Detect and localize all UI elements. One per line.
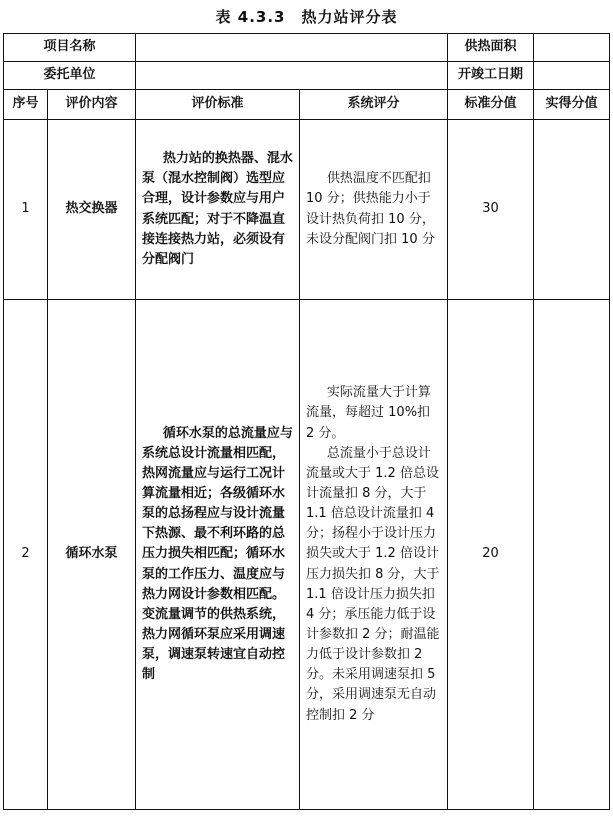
- row-number: 1: [4, 120, 48, 300]
- row-standard-text: 热力站的换热器、混水泵（混水控制阀）选型应合理，设计参数应与用户系统匹配；对于不降温直接连接热力站，必须设有分配阀门: [142, 151, 293, 267]
- heating-area-value: [534, 34, 610, 62]
- client-value: [136, 62, 448, 90]
- row-standard: [136, 120, 300, 300]
- column-header-standard-score: 标准分值: [448, 90, 534, 120]
- row-standard-score: 20: [448, 300, 534, 810]
- column-header-content: 评价内容: [48, 90, 136, 120]
- column-header-scoring: 系统评分: [300, 90, 448, 120]
- header-row-client: [4, 62, 610, 90]
- column-header-no: 序号: [4, 90, 48, 120]
- table-title: 表 4.3.3 热力站评分表: [215, 8, 398, 26]
- row-actual-score: [534, 300, 610, 810]
- row-content: 热交换器: [48, 120, 136, 300]
- row-content: 循环水泵: [48, 300, 136, 810]
- row-standard-score: 30: [448, 120, 534, 300]
- row-scoring-text: 供热温度不匹配扣 10 分；供热能力小于设计热负荷扣 10 分，未设分配阀门扣 10 分: [306, 171, 435, 247]
- column-header-row: [4, 90, 610, 120]
- row-number: 2: [4, 300, 48, 810]
- row-actual-score: [534, 120, 610, 300]
- table-row: [4, 120, 610, 300]
- project-name-value: [136, 34, 448, 62]
- evaluation-table: [3, 33, 610, 810]
- table-row: [4, 300, 610, 810]
- heating-area-label: 供热面积: [448, 34, 534, 62]
- client-label: 委托单位: [4, 62, 136, 90]
- row-scoring-paragraph: 实际流量大于计算流量，每超过 10%扣 2 分。: [306, 385, 431, 441]
- row-scoring-paragraph: 总流量小于总设计流量或大于 1.2 倍总设计流量扣 8 分，大于 1.1 倍总设计流量扣 4 分；扬程小于设计压力损失或大于 1.2 倍设计压力损失扣 8 分，大于 1.1 倍设计压力损失扣 4 分；承压能力低于设计参数扣 2 分；耐温能力低于设计参数扣 2 分。未采用调速泵扣 5 分，采用调速泵无自动控制扣 2 分: [306, 445, 440, 723]
- row-scoring: [300, 120, 448, 300]
- row-standard: [136, 300, 300, 810]
- column-header-actual-score: 实得分值: [534, 90, 610, 120]
- completion-date-label: 开竣工日期: [448, 62, 534, 90]
- completion-date-value: [534, 62, 610, 90]
- row-standard-text: 循环水泵的总流量应与系统总设计流量相匹配，热网流量应与运行工况计算流量相近；各级循环水泵的总扬程应与设计流量下热源、最不利环路的总压力损失相匹配；循环水泵的工作压力、温度应与热力网设计参数相匹配。变流量调节的供热系统，热力网循环泵应采用调速泵，调速泵转速宜自动控制: [142, 425, 293, 683]
- header-row-project: [4, 34, 610, 62]
- project-name-label: 项目名称: [4, 34, 136, 62]
- row-scoring: [300, 300, 448, 810]
- column-header-standard: 评价标准: [136, 90, 300, 120]
